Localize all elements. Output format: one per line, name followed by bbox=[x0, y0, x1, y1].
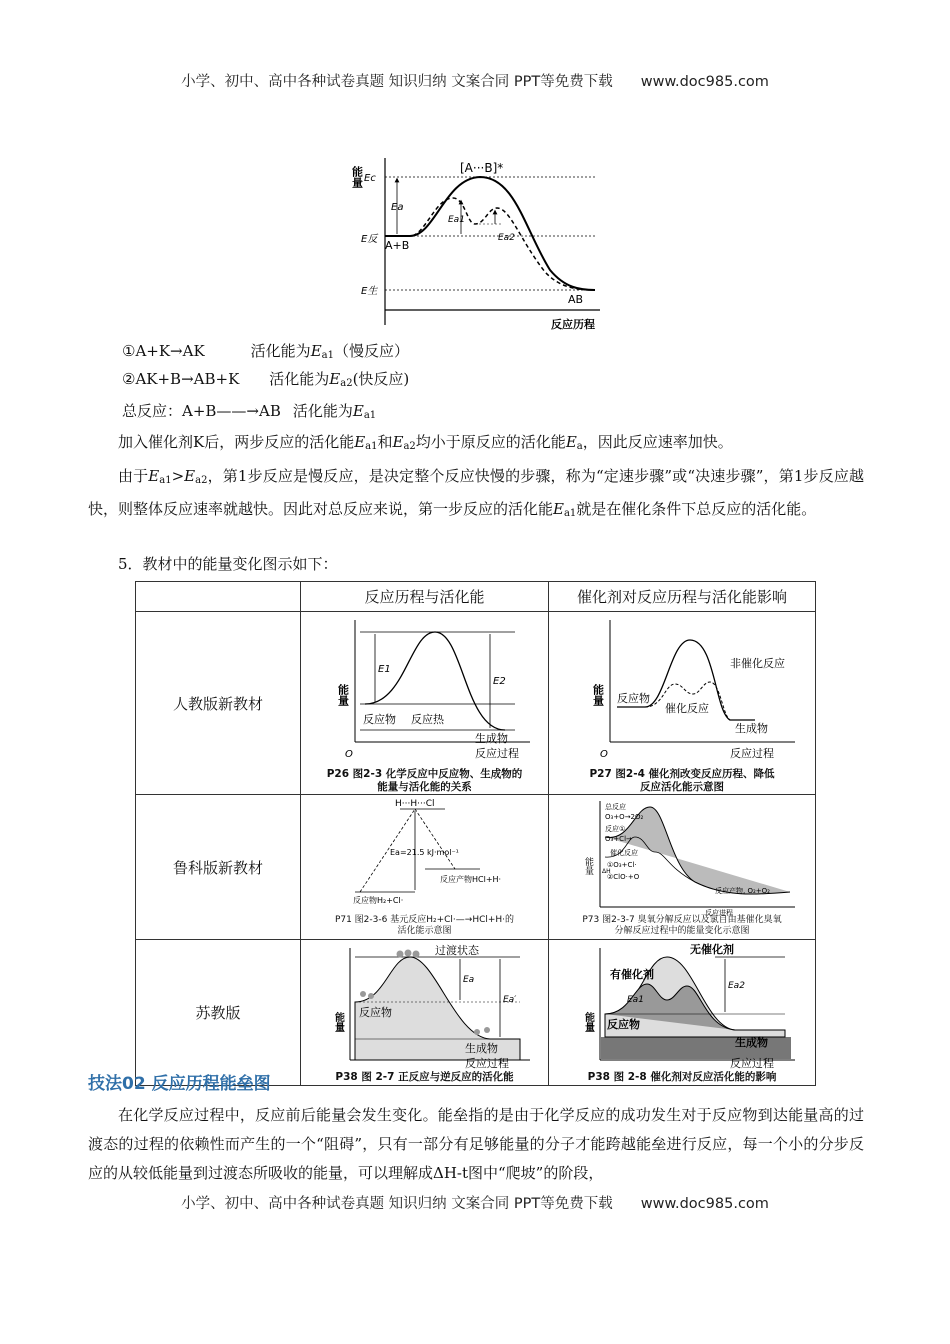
ea1-label: Ea1 bbox=[448, 215, 465, 225]
page-footer bbox=[0, 1192, 950, 1213]
col-header-2: 催化剂对反应历程与活化能影响 bbox=[549, 582, 816, 612]
svg-text:有催化剂: 有催化剂 bbox=[609, 967, 654, 981]
row-label-renjiao: 人教版新教材 bbox=[136, 612, 301, 795]
step1-label: 活化能为 bbox=[250, 342, 311, 360]
svg-text:H···H···Cl: H···H···Cl bbox=[394, 799, 434, 809]
y-axis-label: 能量 bbox=[350, 166, 364, 188]
reactant-label: A+B bbox=[385, 239, 410, 252]
item-5: 5．教材中的能量变化图示如下： bbox=[118, 555, 338, 573]
svg-text:反应①: 反应① bbox=[604, 825, 625, 833]
svg-text:总反应: 总反应 bbox=[604, 803, 626, 811]
svg-text:反应物: 反应物 bbox=[616, 692, 650, 705]
svg-text:能量: 能量 bbox=[582, 857, 593, 875]
ea2-label: Ea2 bbox=[498, 233, 515, 243]
svg-text:①O₃+Cl·: ①O₃+Cl· bbox=[606, 861, 637, 869]
product-label: AB bbox=[568, 293, 584, 306]
svg-text:能量: 能量 bbox=[336, 684, 349, 706]
svg-text:能量: 能量 bbox=[332, 1011, 343, 1032]
step1-line bbox=[122, 338, 862, 369]
svg-text:过渡状态: 过渡状态 bbox=[434, 943, 479, 957]
uncatalyzed-curve bbox=[385, 177, 595, 290]
fig-luke-2: 能量 总反应 O₃+O→2O₂ 反应① O₃+Cl→ 催化反应 ①O₃+Cl· ②ClO·+O ΔH 反应产物, O₂+O₂ 反应进程 P73 图2-3-7 臭氧分解反应以及氯自由基催化臭氧 分解反应过程中的能量变化示意图 bbox=[549, 795, 816, 940]
svg-text:催化反应: 催化反应 bbox=[664, 702, 709, 715]
svg-text:能量: 能量 bbox=[591, 684, 604, 706]
svg-text:反应产物, O₂+O₂: 反应产物, O₂+O₂ bbox=[714, 887, 770, 895]
svg-text:Ea=21.5 kJ·mol⁻¹: Ea=21.5 kJ·mol⁻¹ bbox=[389, 848, 459, 857]
svg-text:催化反应: 催化反应 bbox=[609, 849, 638, 857]
fig-renjiao-2: 能量 O 非催化反应 反应物 催化反应 生成物 反应过程 P27 图2-4 催化剂改变反应历程、降低 反应活化能示意图 bbox=[549, 612, 816, 795]
svg-text:反应物: 反应物 bbox=[362, 713, 396, 726]
paragraph-rate-step: 由于$E_{a1}>E_{a2}$，第1步反应是慢反应，是决定整个反应快慢的步骤，称为“定速步骤”或“决速步骤”，第1步反应越快，则整体反应速率就越快。因此对总反应来说，第一步反应的活化能$E_{a1}$就是在催化条件下总反应的活化能。 bbox=[88, 467, 864, 519]
svg-text:生成物: 生成物 bbox=[734, 1035, 768, 1049]
svg-text:反应物H₂+Cl·: 反应物H₂+Cl· bbox=[352, 896, 403, 905]
total-label: 活化能为 bbox=[292, 402, 353, 420]
header-text: 小学、初中、高中各种试卷真题 知识归纳 文案合同 PPT等免费下载 bbox=[181, 74, 613, 90]
fig-luke-1: H···H···Cl Ea=21.5 kJ·mol⁻¹ 反应产物HCl+H· 反应物H₂+Cl· P71 图2-3-6 基元反应H₂+Cl·—→HCl+H·的 活化能示意图 bbox=[301, 795, 549, 940]
svg-text:生成物: 生成物 bbox=[474, 732, 508, 745]
svg-text:反应过程: 反应过程 bbox=[464, 1056, 509, 1070]
svg-text:反应产物HCl+H·: 反应产物HCl+H· bbox=[439, 875, 501, 884]
svg-text:非催化反应: 非催化反应 bbox=[729, 657, 785, 670]
svg-text:②ClO·+O: ②ClO·+O bbox=[606, 873, 639, 881]
svg-text:反应热: 反应热 bbox=[410, 713, 444, 726]
step2-sub: a2 bbox=[340, 378, 353, 389]
svg-text:O₃+O→2O₂: O₃+O→2O₂ bbox=[604, 813, 643, 821]
svg-text:O: O bbox=[599, 749, 608, 760]
svg-text:Ea1: Ea1 bbox=[626, 994, 644, 1005]
total-equation: 总反应：A+B——→AB bbox=[122, 402, 281, 420]
svg-text:反应物: 反应物 bbox=[358, 1005, 392, 1019]
fig-renjiao-1: 能量 O E1 E2 反应物 反应热 生成物 反应过程 P26 图2-3 化学反应中反应物、生成物的 能量与活化能的关系 bbox=[301, 612, 549, 795]
paragraph-catalyst: 加入催化剂K后，两步反应的活化能$E_{a1}$和$E_{a2}$均小于原反应的活化能$E_a$，因此反应速率加快。 bbox=[118, 433, 733, 452]
footer-url[interactable]: www.doc985.com bbox=[640, 1196, 769, 1212]
svg-text:Ea′: Ea′ bbox=[502, 994, 516, 1005]
svg-text:能量: 能量 bbox=[582, 1011, 593, 1032]
step1-e: E bbox=[310, 342, 322, 360]
svg-text:Ea: Ea bbox=[462, 974, 474, 985]
table-corner bbox=[136, 582, 301, 612]
section-heading: 技法02 反应历程能垒图 bbox=[88, 1074, 271, 1094]
svg-text:反应物: 反应物 bbox=[606, 1017, 640, 1031]
svg-text:反应进程: 反应进程 bbox=[704, 909, 733, 917]
e-react-label: E反 bbox=[361, 234, 378, 245]
step2-label: 活化能为 bbox=[269, 370, 330, 388]
textbook-comparison-table bbox=[135, 581, 816, 1086]
svg-text:生成物: 生成物 bbox=[734, 722, 768, 735]
step2-line bbox=[122, 366, 862, 397]
svg-text:E1: E1 bbox=[377, 664, 391, 675]
row-label-lukeban: 鲁科版新教材 bbox=[136, 795, 301, 940]
energy-diagram-catalysis bbox=[350, 150, 615, 335]
ea-label: Ea bbox=[391, 202, 404, 213]
total-sub: a1 bbox=[363, 410, 377, 421]
page-header bbox=[0, 70, 950, 91]
row-label-sujiao: 苏教版 bbox=[136, 940, 301, 1086]
svg-text:Ea2: Ea2 bbox=[727, 980, 745, 991]
step2-e: E bbox=[329, 370, 341, 388]
step1-sub: a1 bbox=[321, 350, 334, 361]
fig-sujiao-2: 能量 无催化剂 有催化剂 Ea1 Ea2 反应物 生成物 反应过程 P38 图 2-8 催化剂对反应活化能的影响 bbox=[549, 940, 816, 1086]
step2-note: (快反应) bbox=[352, 370, 410, 388]
svg-text:E2: E2 bbox=[492, 676, 506, 687]
x-axis-label: 反应历程 bbox=[551, 318, 595, 331]
paragraph-energy-barrier: 在化学反应过程中，反应前后能量会发生变化。能垒指的是由于化学反应的成功发生对于反应物到达能量高的过渡态的过程的依赖性而产生的一个“阻碍”，只有一部分有足够能量的分子才能跨越能垒进行反应，每一个小的分步反应的从较低能量到过渡态所吸收的能量，可以理解成ΔH-t图中“爬坡”的阶段， bbox=[88, 1106, 864, 1182]
step1-equation: ①A+K→AK bbox=[122, 342, 205, 360]
footer-text: 小学、初中、高中各种试卷真题 知识归纳 文案合同 PPT等免费下载 bbox=[181, 1196, 613, 1212]
step1-note: （慢反应） bbox=[333, 342, 409, 360]
svg-text:ΔH: ΔH bbox=[601, 868, 611, 875]
total-line bbox=[122, 398, 862, 429]
ec-label: Ec bbox=[364, 173, 376, 184]
svg-text:反应过程: 反应过程 bbox=[729, 747, 774, 760]
header-url[interactable]: www.doc985.com bbox=[640, 74, 769, 90]
svg-text:生成物: 生成物 bbox=[464, 1041, 498, 1055]
transition-state-label: [A···B]* bbox=[460, 161, 504, 175]
svg-text:反应过程: 反应过程 bbox=[729, 1056, 774, 1070]
catalyzed-curve bbox=[385, 198, 595, 290]
svg-text:O₃+Cl→: O₃+Cl→ bbox=[604, 835, 632, 843]
step2-equation: ②AK+B→AB+K bbox=[122, 370, 240, 388]
fig-sujiao-1: 能量 过渡状态 Ea Ea′ 反应物 生成物 反应过程 P38 图 2-7 正反应与逆反应的活化能 bbox=[301, 940, 549, 1086]
svg-text:O: O bbox=[344, 749, 353, 760]
total-e: E bbox=[352, 402, 364, 420]
svg-text:无催化剂: 无催化剂 bbox=[689, 942, 734, 956]
svg-text:反应过程: 反应过程 bbox=[474, 747, 519, 760]
col-header-1: 反应历程与活化能 bbox=[301, 582, 549, 612]
e-prod-label: E生 bbox=[361, 286, 378, 297]
